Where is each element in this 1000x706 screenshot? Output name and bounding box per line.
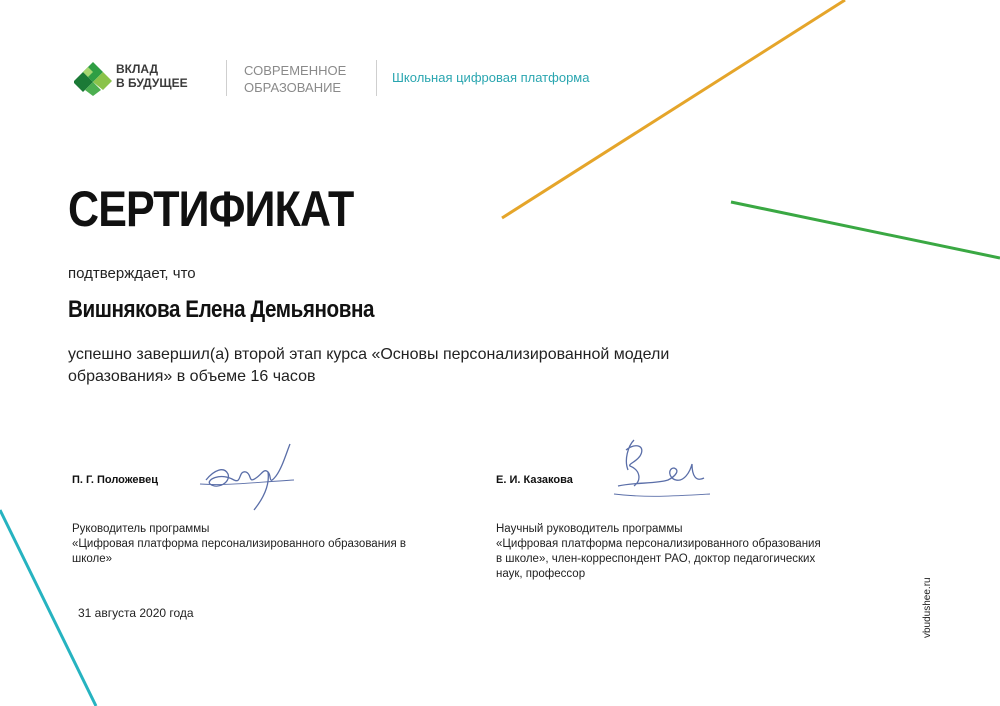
signatory-2-name: Е. И. Казакова xyxy=(496,474,573,486)
signatory-2-role-line4: наук, профессор xyxy=(496,568,586,580)
signatory-1-role xyxy=(72,522,452,567)
signatory-2-role xyxy=(496,522,856,582)
signatory-1-role-line1: Руководитель программы xyxy=(72,523,210,535)
completion-line1: успешно завершил(а) второй этап курса «Основы персонализированной модели xyxy=(68,346,670,363)
issue-date: 31 августа 2020 года xyxy=(78,606,194,620)
header-divider xyxy=(226,60,227,96)
organization-name xyxy=(244,62,346,96)
signature-1-image xyxy=(198,440,298,512)
completion-text xyxy=(68,344,768,388)
logo-text-line2: В БУДУЩЕЕ xyxy=(116,76,188,90)
vklad-v-budushchee-logo xyxy=(74,58,214,98)
organization-line1: СОВРЕМЕННОЕ xyxy=(244,63,347,78)
signatory-1-role-line2: «Цифровая платформа персонализированного образования в xyxy=(72,538,407,550)
logo-text-line1: ВКЛАД xyxy=(116,62,159,76)
signatory-1-role-line3: школе» xyxy=(72,553,113,565)
certificate-title: СЕРТИФИКАТ xyxy=(68,181,354,237)
green-decorative-line xyxy=(731,202,1000,258)
signatory-2-role-line2: «Цифровая платформа персонализированного образования xyxy=(496,538,821,550)
signatory-1-name: П. Г. Положевец xyxy=(72,474,159,486)
recipient-name: Вишнякова Елена Демьяновна xyxy=(68,296,375,323)
completion-line2: образования» в объеме 16 часов xyxy=(68,368,316,385)
orange-decorative-line xyxy=(502,0,845,218)
platform-name: Школьная цифровая платформа xyxy=(392,70,590,85)
organization-line2: ОБРАЗОВАНИЕ xyxy=(244,80,342,95)
signatory-2-role-line1: Научный руководитель программы xyxy=(496,523,683,535)
header-divider xyxy=(376,60,377,96)
website-url: vbudushee.ru xyxy=(922,577,933,638)
confirms-text: подтверждает, что xyxy=(68,265,196,282)
signatory-2-role-line3: в школе», член-корреспондент РАО, доктор педагогических xyxy=(496,553,816,565)
diamond-logo-icon xyxy=(74,60,112,96)
signature-2-image xyxy=(606,436,712,506)
